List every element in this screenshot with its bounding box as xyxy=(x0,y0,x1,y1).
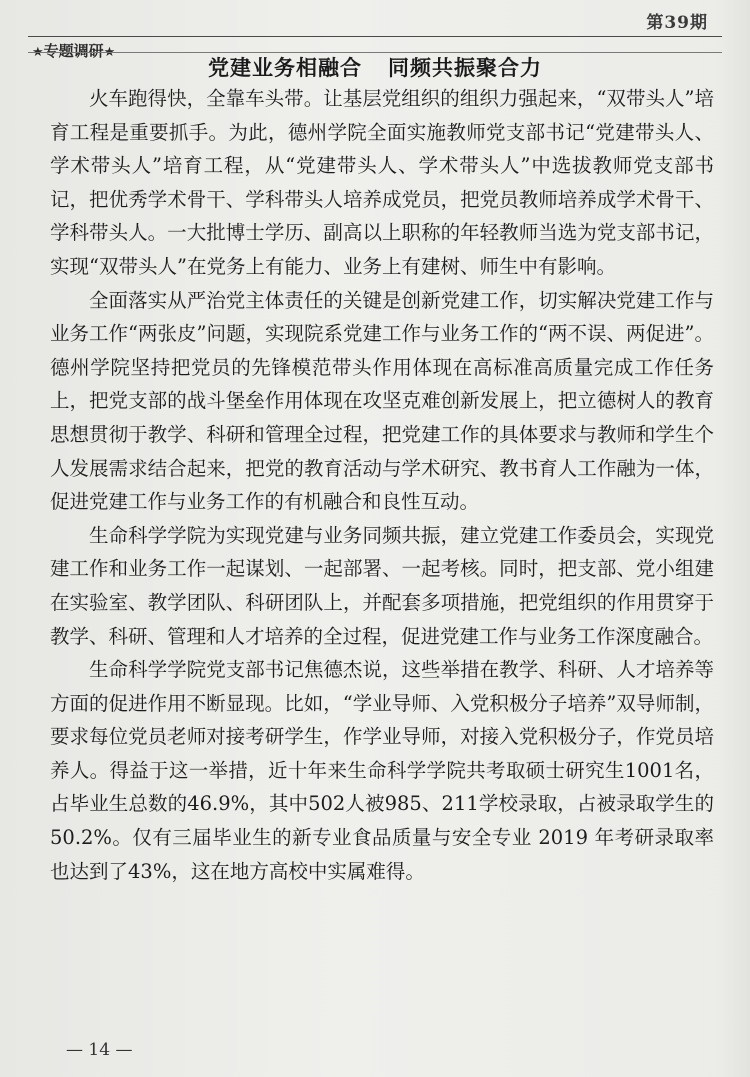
section-label: 专题调研 xyxy=(43,42,104,60)
page-number: — 14 — xyxy=(66,1040,133,1060)
title-part-1: 党建业务相融合 xyxy=(208,56,362,80)
article-title xyxy=(0,52,750,82)
issue-number: 第39期 xyxy=(646,13,708,33)
paragraph: 全面落实从严治党主体责任的关键是创新党建工作，切实解决党建工作与业务工作“两张皮”问题，实现院系党建工作与业务工作的“两不误、两促进”。德州学院坚持把党员的先锋模范带头作用体现在高标准高质量完成工作任务上，把党支部的战斗堡垒作用体现在攻坚克难创新发展上，把立德树人的教育思想贯彻于教学、科研和管理全过程，把党建工作的具体要求与教师和学生个人发展需求结合起来，把党的教育活动与学术研究、教书育人工作融为一体，促进党建工作与业务工作的有机融合和良性互动。 xyxy=(50,288,714,514)
page-header xyxy=(28,6,722,60)
paragraph: 生命科学学院为实现党建与业务同频共振，建立党建工作委员会，实现党建工作和业务工作一起谋划、一起部署、一起考核。同时，把支部、党小组建在实验室、教学团队、科研团队上，并配套多项措施，把党组织的作用贯穿于教学、科研、管理和人才培养的全过程，促进党建工作与业务工作深度融合。 xyxy=(50,523,714,648)
paragraph: 生命科学学院党支部书记焦德杰说，这些举措在教学、科研、人才培养等方面的促进作用不断显现。比如，“学业导师、入党积极分子培养”双导师制，要求每位党员老师对接考研学生，作学业导师，对接入党积极分子，作党员培养人。得益于这一举措，近十年来生命科学学院共考取硕士研究生1001名，占毕业生总数的46.9%，其中502人被985、211学校录取，占被录取学生的50.2%。仅有三届毕业生的新专业食品质量与安全专业 2019 年考研录取率也达到了43%，这在地方高校中实属难得。 xyxy=(50,658,714,883)
title-part-2: 同频共振聚合力 xyxy=(388,56,542,80)
star-icon: ★ xyxy=(103,45,116,60)
header-rule xyxy=(28,36,722,37)
article-body xyxy=(50,82,714,888)
star-icon: ★ xyxy=(32,45,44,60)
paragraph: 火车跑得快，全靠车头带。让基层党组织的组织力强起来，“双带头人”培育工程是重要抓手。为此，德州学院全面实施教师党支部书记“党建带头人、学术带头人”培育工程，从“党建带头人、学术带头人”中选拔教师党支部书记，把优秀学术骨干、学科带头人培养成党员，把党员教师培养成学术骨干、学科带头人。一大批博士学历、副高以上职称的年轻教师当选为党支部书记，实现“双带头人”在党务上有能力、业务上有建树、师生中有影响。 xyxy=(50,87,714,278)
page-edge-shadow xyxy=(720,0,750,1077)
